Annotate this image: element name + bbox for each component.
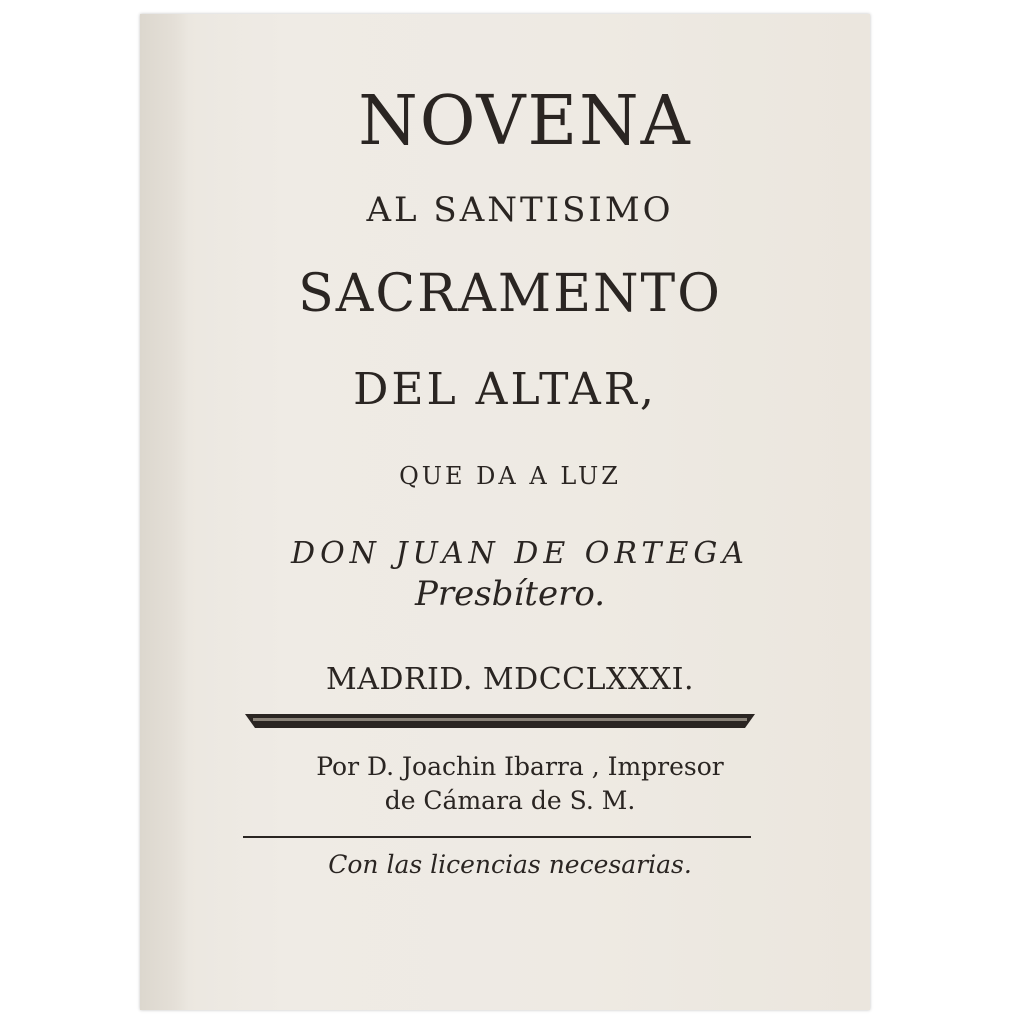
subtitle-al-santisimo: AL SANTISIMO	[366, 190, 674, 230]
que-da-a-luz: QUE DA A LUZ	[399, 462, 621, 490]
book-page	[140, 14, 870, 1010]
author-name: DON JUAN DE ORTEGA	[291, 536, 749, 571]
printer-line-2: de Cámara de S. M.	[384, 786, 636, 815]
author-role: Presbítero.	[414, 574, 606, 614]
subtitle-del-altar: DEL ALTAR,	[353, 364, 657, 415]
subtitle-sacramento: SACRAMENTO	[298, 264, 722, 324]
page-title: NOVENA	[358, 82, 692, 161]
place-and-date: MADRID. MDCCLXXXI.	[326, 662, 694, 697]
ornamental-rule	[245, 712, 755, 730]
license-note: Con las licencias necesarias.	[328, 850, 692, 879]
divider-rule	[243, 834, 751, 840]
printer-line-1: Por D. Joachin Ibarra , Impresor	[316, 752, 724, 781]
